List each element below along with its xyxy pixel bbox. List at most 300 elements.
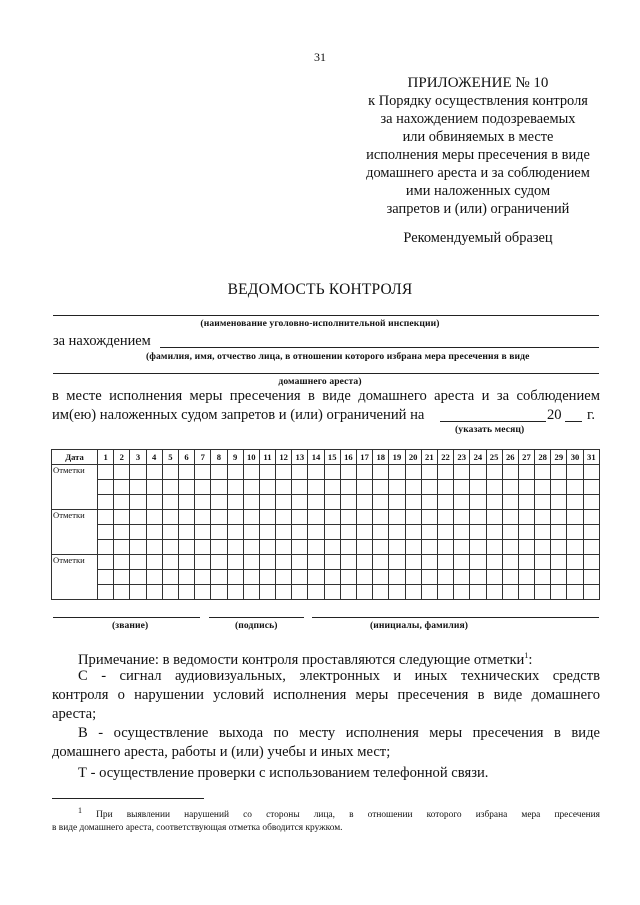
mark-cell[interactable]: [535, 570, 551, 585]
mark-cell[interactable]: [502, 540, 518, 555]
mark-cell[interactable]: [98, 570, 114, 585]
mark-cell[interactable]: [211, 540, 227, 555]
mark-cell[interactable]: [389, 510, 405, 525]
mark-cell[interactable]: [130, 495, 146, 510]
mark-cell[interactable]: [227, 495, 243, 510]
mark-cell[interactable]: [470, 510, 486, 525]
mark-cell[interactable]: [567, 525, 583, 540]
mark-cell[interactable]: [373, 585, 389, 600]
mark-cell[interactable]: [518, 555, 534, 570]
mark-cell[interactable]: [243, 555, 259, 570]
document-title: ВЕДОМОСТЬ КОНТРОЛЯ: [227, 281, 413, 298]
mark-cell[interactable]: [389, 480, 405, 495]
mark-cell[interactable]: [502, 570, 518, 585]
mark-cell[interactable]: [535, 465, 551, 480]
mark-cell[interactable]: [437, 525, 453, 540]
mark-cell[interactable]: [98, 465, 114, 480]
mark-cell[interactable]: [502, 480, 518, 495]
mark-cell[interactable]: [486, 585, 502, 600]
mark-cell[interactable]: [421, 585, 437, 600]
mark-cell[interactable]: [114, 480, 130, 495]
mark-cell[interactable]: [324, 525, 340, 540]
mark-cell[interactable]: [470, 555, 486, 570]
mark-cell[interactable]: [551, 555, 567, 570]
mark-cell[interactable]: [567, 510, 583, 525]
mark-cell[interactable]: [211, 480, 227, 495]
mark-cell[interactable]: [405, 525, 421, 540]
mark-cell[interactable]: [146, 540, 162, 555]
mark-cell[interactable]: [583, 480, 599, 495]
mark-cell[interactable]: [98, 510, 114, 525]
mark-cell[interactable]: [389, 555, 405, 570]
mark-cell[interactable]: [211, 525, 227, 540]
mark-cell[interactable]: [340, 540, 356, 555]
mark-cell[interactable]: [292, 540, 308, 555]
mark-cell[interactable]: [340, 480, 356, 495]
mark-cell[interactable]: [211, 585, 227, 600]
mark-cell[interactable]: [437, 495, 453, 510]
mark-cell[interactable]: [146, 480, 162, 495]
mark-cell[interactable]: [324, 510, 340, 525]
mark-cell[interactable]: [583, 585, 599, 600]
day-header: 28: [535, 450, 551, 465]
mark-cell[interactable]: [211, 510, 227, 525]
appendix-block: [328, 74, 628, 218]
mark-cell[interactable]: [454, 525, 470, 540]
mark-cell[interactable]: [178, 495, 194, 510]
mark-cell[interactable]: [551, 570, 567, 585]
mark-cell[interactable]: [535, 495, 551, 510]
mark-cell[interactable]: [146, 510, 162, 525]
mark-cell[interactable]: [502, 555, 518, 570]
mark-cell[interactable]: [583, 510, 599, 525]
mark-cell[interactable]: [518, 495, 534, 510]
table-row: [52, 510, 600, 525]
mark-cell[interactable]: [114, 555, 130, 570]
mark-cell[interactable]: [259, 525, 275, 540]
sample-label: Рекомендуемый образец: [403, 230, 553, 246]
mark-cell[interactable]: [146, 525, 162, 540]
control-table: [51, 449, 600, 600]
mark-cell[interactable]: [535, 525, 551, 540]
mark-cell[interactable]: [567, 570, 583, 585]
mark-cell[interactable]: [486, 570, 502, 585]
mark-cell[interactable]: [324, 555, 340, 570]
mark-cell[interactable]: [389, 570, 405, 585]
mark-cell[interactable]: [227, 570, 243, 585]
mark-cell[interactable]: [454, 585, 470, 600]
mark-cell[interactable]: [324, 495, 340, 510]
mark-cell[interactable]: [162, 540, 178, 555]
mark-cell[interactable]: [583, 570, 599, 585]
mark-cell[interactable]: [195, 465, 211, 480]
mark-cell[interactable]: [243, 585, 259, 600]
mark-cell[interactable]: [324, 480, 340, 495]
mark-cell[interactable]: [276, 585, 292, 600]
mark-cell[interactable]: [227, 465, 243, 480]
mark-cell[interactable]: [195, 570, 211, 585]
mark-cell[interactable]: [146, 495, 162, 510]
note-c-line: С - сигнал аудиовизуальных, электронных и иных технических средств: [78, 668, 600, 684]
mark-cell[interactable]: [470, 525, 486, 540]
year-prefix: 20: [547, 407, 562, 423]
mark-cell[interactable]: [567, 465, 583, 480]
mark-cell[interactable]: [130, 540, 146, 555]
sign-line: [209, 617, 304, 618]
mark-cell[interactable]: [583, 465, 599, 480]
mark-cell[interactable]: [162, 480, 178, 495]
mark-cell[interactable]: [389, 540, 405, 555]
mark-cell[interactable]: [421, 540, 437, 555]
mark-cell[interactable]: [292, 510, 308, 525]
mark-cell[interactable]: [114, 585, 130, 600]
day-header: 13: [292, 450, 308, 465]
mark-cell[interactable]: [227, 585, 243, 600]
mark-cell[interactable]: [567, 540, 583, 555]
mark-cell[interactable]: [195, 510, 211, 525]
mark-cell[interactable]: [437, 540, 453, 555]
mark-cell[interactable]: [227, 525, 243, 540]
mark-cell[interactable]: [454, 465, 470, 480]
mark-cell[interactable]: [146, 465, 162, 480]
mark-cell[interactable]: [98, 555, 114, 570]
mark-cell[interactable]: [259, 555, 275, 570]
mark-cell[interactable]: [357, 465, 373, 480]
mark-cell[interactable]: [276, 555, 292, 570]
mark-cell[interactable]: [276, 540, 292, 555]
mark-cell[interactable]: [227, 540, 243, 555]
mark-cell[interactable]: [405, 540, 421, 555]
mark-cell[interactable]: [178, 525, 194, 540]
mark-cell[interactable]: [340, 525, 356, 540]
mark-cell[interactable]: [259, 465, 275, 480]
day-header: 6: [178, 450, 194, 465]
mark-cell[interactable]: [567, 480, 583, 495]
name-caption: (инициалы, фамилия): [370, 620, 469, 631]
mark-cell[interactable]: [518, 480, 534, 495]
mark-cell[interactable]: [357, 525, 373, 540]
mark-cell[interactable]: [437, 555, 453, 570]
mark-cell[interactable]: [98, 495, 114, 510]
mark-cell[interactable]: [308, 570, 324, 585]
day-header: 1: [98, 450, 114, 465]
mark-cell[interactable]: [98, 540, 114, 555]
mark-cell[interactable]: [178, 465, 194, 480]
mark-cell[interactable]: [292, 480, 308, 495]
mark-cell[interactable]: [114, 540, 130, 555]
mark-cell[interactable]: [502, 585, 518, 600]
mark-cell[interactable]: [146, 585, 162, 600]
mark-cell[interactable]: [518, 585, 534, 600]
mark-cell[interactable]: [454, 495, 470, 510]
mark-cell[interactable]: [535, 585, 551, 600]
mark-cell[interactable]: [211, 570, 227, 585]
mark-cell[interactable]: [421, 555, 437, 570]
mark-cell[interactable]: [276, 465, 292, 480]
mark-cell[interactable]: [178, 570, 194, 585]
mark-cell[interactable]: [373, 480, 389, 495]
mark-cell[interactable]: [535, 480, 551, 495]
mark-cell[interactable]: [470, 495, 486, 510]
mark-cell[interactable]: [259, 495, 275, 510]
mark-cell[interactable]: [567, 495, 583, 510]
mark-cell[interactable]: [292, 585, 308, 600]
mark-cell[interactable]: [551, 525, 567, 540]
mark-cell[interactable]: [195, 555, 211, 570]
mark-cell[interactable]: [178, 480, 194, 495]
mark-cell[interactable]: [373, 540, 389, 555]
mark-cell[interactable]: [583, 495, 599, 510]
mark-cell[interactable]: [259, 480, 275, 495]
mark-cell[interactable]: [535, 555, 551, 570]
mark-cell[interactable]: [162, 525, 178, 540]
note-b-line: В - осуществление выхода по месту исполнения меры пресечения в виде: [78, 725, 600, 741]
mark-cell[interactable]: [437, 585, 453, 600]
mark-cell[interactable]: [340, 570, 356, 585]
mark-cell[interactable]: [373, 495, 389, 510]
mark-cell[interactable]: [502, 510, 518, 525]
mark-cell[interactable]: [98, 525, 114, 540]
mark-cell[interactable]: [437, 510, 453, 525]
footnote-ref: 1: [524, 651, 529, 660]
mark-cell[interactable]: [130, 525, 146, 540]
mark-cell[interactable]: [259, 510, 275, 525]
mark-cell[interactable]: [518, 570, 534, 585]
mark-cell[interactable]: [551, 540, 567, 555]
mark-cell[interactable]: [292, 525, 308, 540]
mark-cell[interactable]: [308, 495, 324, 510]
mark-cell[interactable]: [454, 540, 470, 555]
mark-cell[interactable]: [243, 540, 259, 555]
day-header: 12: [276, 450, 292, 465]
note-b-line: домашнего ареста, работы и (или) учебы и иных мест;: [52, 744, 391, 760]
mark-cell[interactable]: [551, 495, 567, 510]
mark-cell[interactable]: [178, 510, 194, 525]
mark-cell[interactable]: [454, 480, 470, 495]
mark-cell[interactable]: [357, 540, 373, 555]
mark-cell[interactable]: [195, 525, 211, 540]
table-row: [52, 540, 600, 555]
mark-cell[interactable]: [405, 555, 421, 570]
mark-cell[interactable]: [583, 555, 599, 570]
mark-cell[interactable]: [276, 510, 292, 525]
mark-cell[interactable]: [308, 525, 324, 540]
mark-cell[interactable]: [405, 495, 421, 510]
mark-cell[interactable]: [227, 555, 243, 570]
mark-cell[interactable]: [324, 585, 340, 600]
mark-cell[interactable]: [324, 540, 340, 555]
mark-cell[interactable]: [405, 585, 421, 600]
mark-cell[interactable]: [114, 510, 130, 525]
mark-cell[interactable]: [437, 480, 453, 495]
mark-cell[interactable]: [421, 465, 437, 480]
mark-cell[interactable]: [454, 555, 470, 570]
mark-cell[interactable]: [178, 555, 194, 570]
mark-cell[interactable]: [243, 510, 259, 525]
mark-cell[interactable]: [243, 465, 259, 480]
mark-cell[interactable]: [211, 495, 227, 510]
mark-cell[interactable]: [357, 585, 373, 600]
mark-cell[interactable]: [470, 585, 486, 600]
mark-cell[interactable]: [551, 585, 567, 600]
mark-cell[interactable]: [130, 480, 146, 495]
mark-cell[interactable]: [389, 525, 405, 540]
mark-cell[interactable]: [340, 465, 356, 480]
mark-cell[interactable]: [243, 570, 259, 585]
mark-cell[interactable]: [551, 510, 567, 525]
mark-cell[interactable]: [114, 465, 130, 480]
mark-cell[interactable]: [146, 555, 162, 570]
mark-cell[interactable]: [486, 465, 502, 480]
mark-cell[interactable]: [389, 465, 405, 480]
mark-cell[interactable]: [470, 540, 486, 555]
mark-cell[interactable]: [292, 555, 308, 570]
mark-cell[interactable]: [308, 510, 324, 525]
mark-cell[interactable]: [178, 585, 194, 600]
mark-cell[interactable]: [308, 480, 324, 495]
mark-cell[interactable]: [405, 570, 421, 585]
mark-cell[interactable]: [130, 585, 146, 600]
mark-cell[interactable]: [486, 495, 502, 510]
mark-cell[interactable]: [308, 540, 324, 555]
mark-cell[interactable]: [373, 465, 389, 480]
mark-cell[interactable]: [357, 495, 373, 510]
mark-cell[interactable]: [535, 510, 551, 525]
mark-cell[interactable]: [130, 465, 146, 480]
mark-cell[interactable]: [340, 510, 356, 525]
mark-cell[interactable]: [583, 525, 599, 540]
mark-cell[interactable]: [357, 570, 373, 585]
mark-cell[interactable]: [276, 495, 292, 510]
mark-cell[interactable]: [486, 480, 502, 495]
mark-cell[interactable]: [308, 555, 324, 570]
mark-cell[interactable]: [308, 465, 324, 480]
mark-cell[interactable]: [583, 540, 599, 555]
mark-cell[interactable]: [567, 585, 583, 600]
mark-cell[interactable]: [98, 585, 114, 600]
mark-cell[interactable]: [340, 585, 356, 600]
mark-cell[interactable]: [162, 495, 178, 510]
mark-cell[interactable]: [502, 495, 518, 510]
mark-cell[interactable]: [551, 480, 567, 495]
mark-cell[interactable]: [211, 465, 227, 480]
mark-cell[interactable]: [486, 555, 502, 570]
mark-cell[interactable]: [373, 510, 389, 525]
mark-cell[interactable]: [259, 585, 275, 600]
mark-cell[interactable]: [518, 525, 534, 540]
mark-cell[interactable]: [162, 465, 178, 480]
mark-cell[interactable]: [486, 525, 502, 540]
mark-cell[interactable]: [421, 495, 437, 510]
mark-cell[interactable]: [227, 510, 243, 525]
mark-cell[interactable]: [195, 495, 211, 510]
mark-cell[interactable]: [130, 555, 146, 570]
mark-cell[interactable]: [421, 480, 437, 495]
mark-cell[interactable]: [98, 480, 114, 495]
mark-cell[interactable]: [324, 465, 340, 480]
mark-cell[interactable]: [437, 570, 453, 585]
mark-cell[interactable]: [567, 555, 583, 570]
mark-cell[interactable]: [162, 510, 178, 525]
mark-cell[interactable]: [470, 465, 486, 480]
mark-cell[interactable]: [535, 540, 551, 555]
mark-cell[interactable]: [357, 555, 373, 570]
mark-cell[interactable]: [146, 570, 162, 585]
mark-cell[interactable]: [421, 525, 437, 540]
mark-cell[interactable]: [243, 480, 259, 495]
mark-cell[interactable]: [373, 555, 389, 570]
mark-cell[interactable]: [405, 480, 421, 495]
mark-cell[interactable]: [195, 480, 211, 495]
mark-cell[interactable]: [405, 510, 421, 525]
mark-cell[interactable]: [340, 495, 356, 510]
mark-cell[interactable]: [373, 525, 389, 540]
mark-cell[interactable]: [324, 570, 340, 585]
mark-cell[interactable]: [454, 570, 470, 585]
mark-cell[interactable]: [373, 570, 389, 585]
mark-cell[interactable]: [421, 570, 437, 585]
mark-cell[interactable]: [243, 495, 259, 510]
mark-cell[interactable]: [340, 555, 356, 570]
mark-cell[interactable]: [518, 540, 534, 555]
footnote-text: При выявлении нарушений со стороны лица, в отношении которого избрана мера пресечения: [96, 810, 600, 821]
mark-cell[interactable]: [454, 510, 470, 525]
mark-cell[interactable]: [292, 495, 308, 510]
mark-cell[interactable]: [195, 540, 211, 555]
mark-cell[interactable]: [211, 555, 227, 570]
mark-cell[interactable]: [130, 570, 146, 585]
mark-cell[interactable]: [178, 540, 194, 555]
mark-cell[interactable]: [276, 480, 292, 495]
mark-cell[interactable]: [130, 510, 146, 525]
mark-cell[interactable]: [405, 465, 421, 480]
mark-cell[interactable]: [502, 465, 518, 480]
mark-cell[interactable]: [227, 480, 243, 495]
mark-cell[interactable]: [389, 585, 405, 600]
mark-cell[interactable]: [162, 585, 178, 600]
mark-cell[interactable]: [518, 510, 534, 525]
mark-cell[interactable]: [486, 540, 502, 555]
mark-cell[interactable]: [276, 570, 292, 585]
mark-cell[interactable]: [551, 465, 567, 480]
day-header: 29: [551, 450, 567, 465]
mark-cell[interactable]: [518, 465, 534, 480]
mark-cell[interactable]: [259, 570, 275, 585]
mark-cell[interactable]: [162, 555, 178, 570]
mark-cell[interactable]: [292, 570, 308, 585]
mark-cell[interactable]: [357, 480, 373, 495]
mark-cell[interactable]: [470, 480, 486, 495]
mark-cell[interactable]: [470, 570, 486, 585]
mark-cell[interactable]: [114, 525, 130, 540]
mark-cell[interactable]: [437, 465, 453, 480]
mark-cell[interactable]: [292, 465, 308, 480]
mark-cell[interactable]: [114, 495, 130, 510]
month-caption: (указать месяц): [455, 424, 525, 435]
mark-cell[interactable]: [486, 510, 502, 525]
mark-cell[interactable]: [243, 525, 259, 540]
mark-cell[interactable]: [114, 570, 130, 585]
mark-cell[interactable]: [421, 510, 437, 525]
mark-cell[interactable]: [162, 570, 178, 585]
mark-cell[interactable]: [357, 510, 373, 525]
mark-cell[interactable]: [195, 585, 211, 600]
mark-cell[interactable]: [276, 525, 292, 540]
mark-cell[interactable]: [389, 495, 405, 510]
mark-cell[interactable]: [308, 585, 324, 600]
mark-cell[interactable]: [259, 540, 275, 555]
mark-cell[interactable]: [502, 525, 518, 540]
